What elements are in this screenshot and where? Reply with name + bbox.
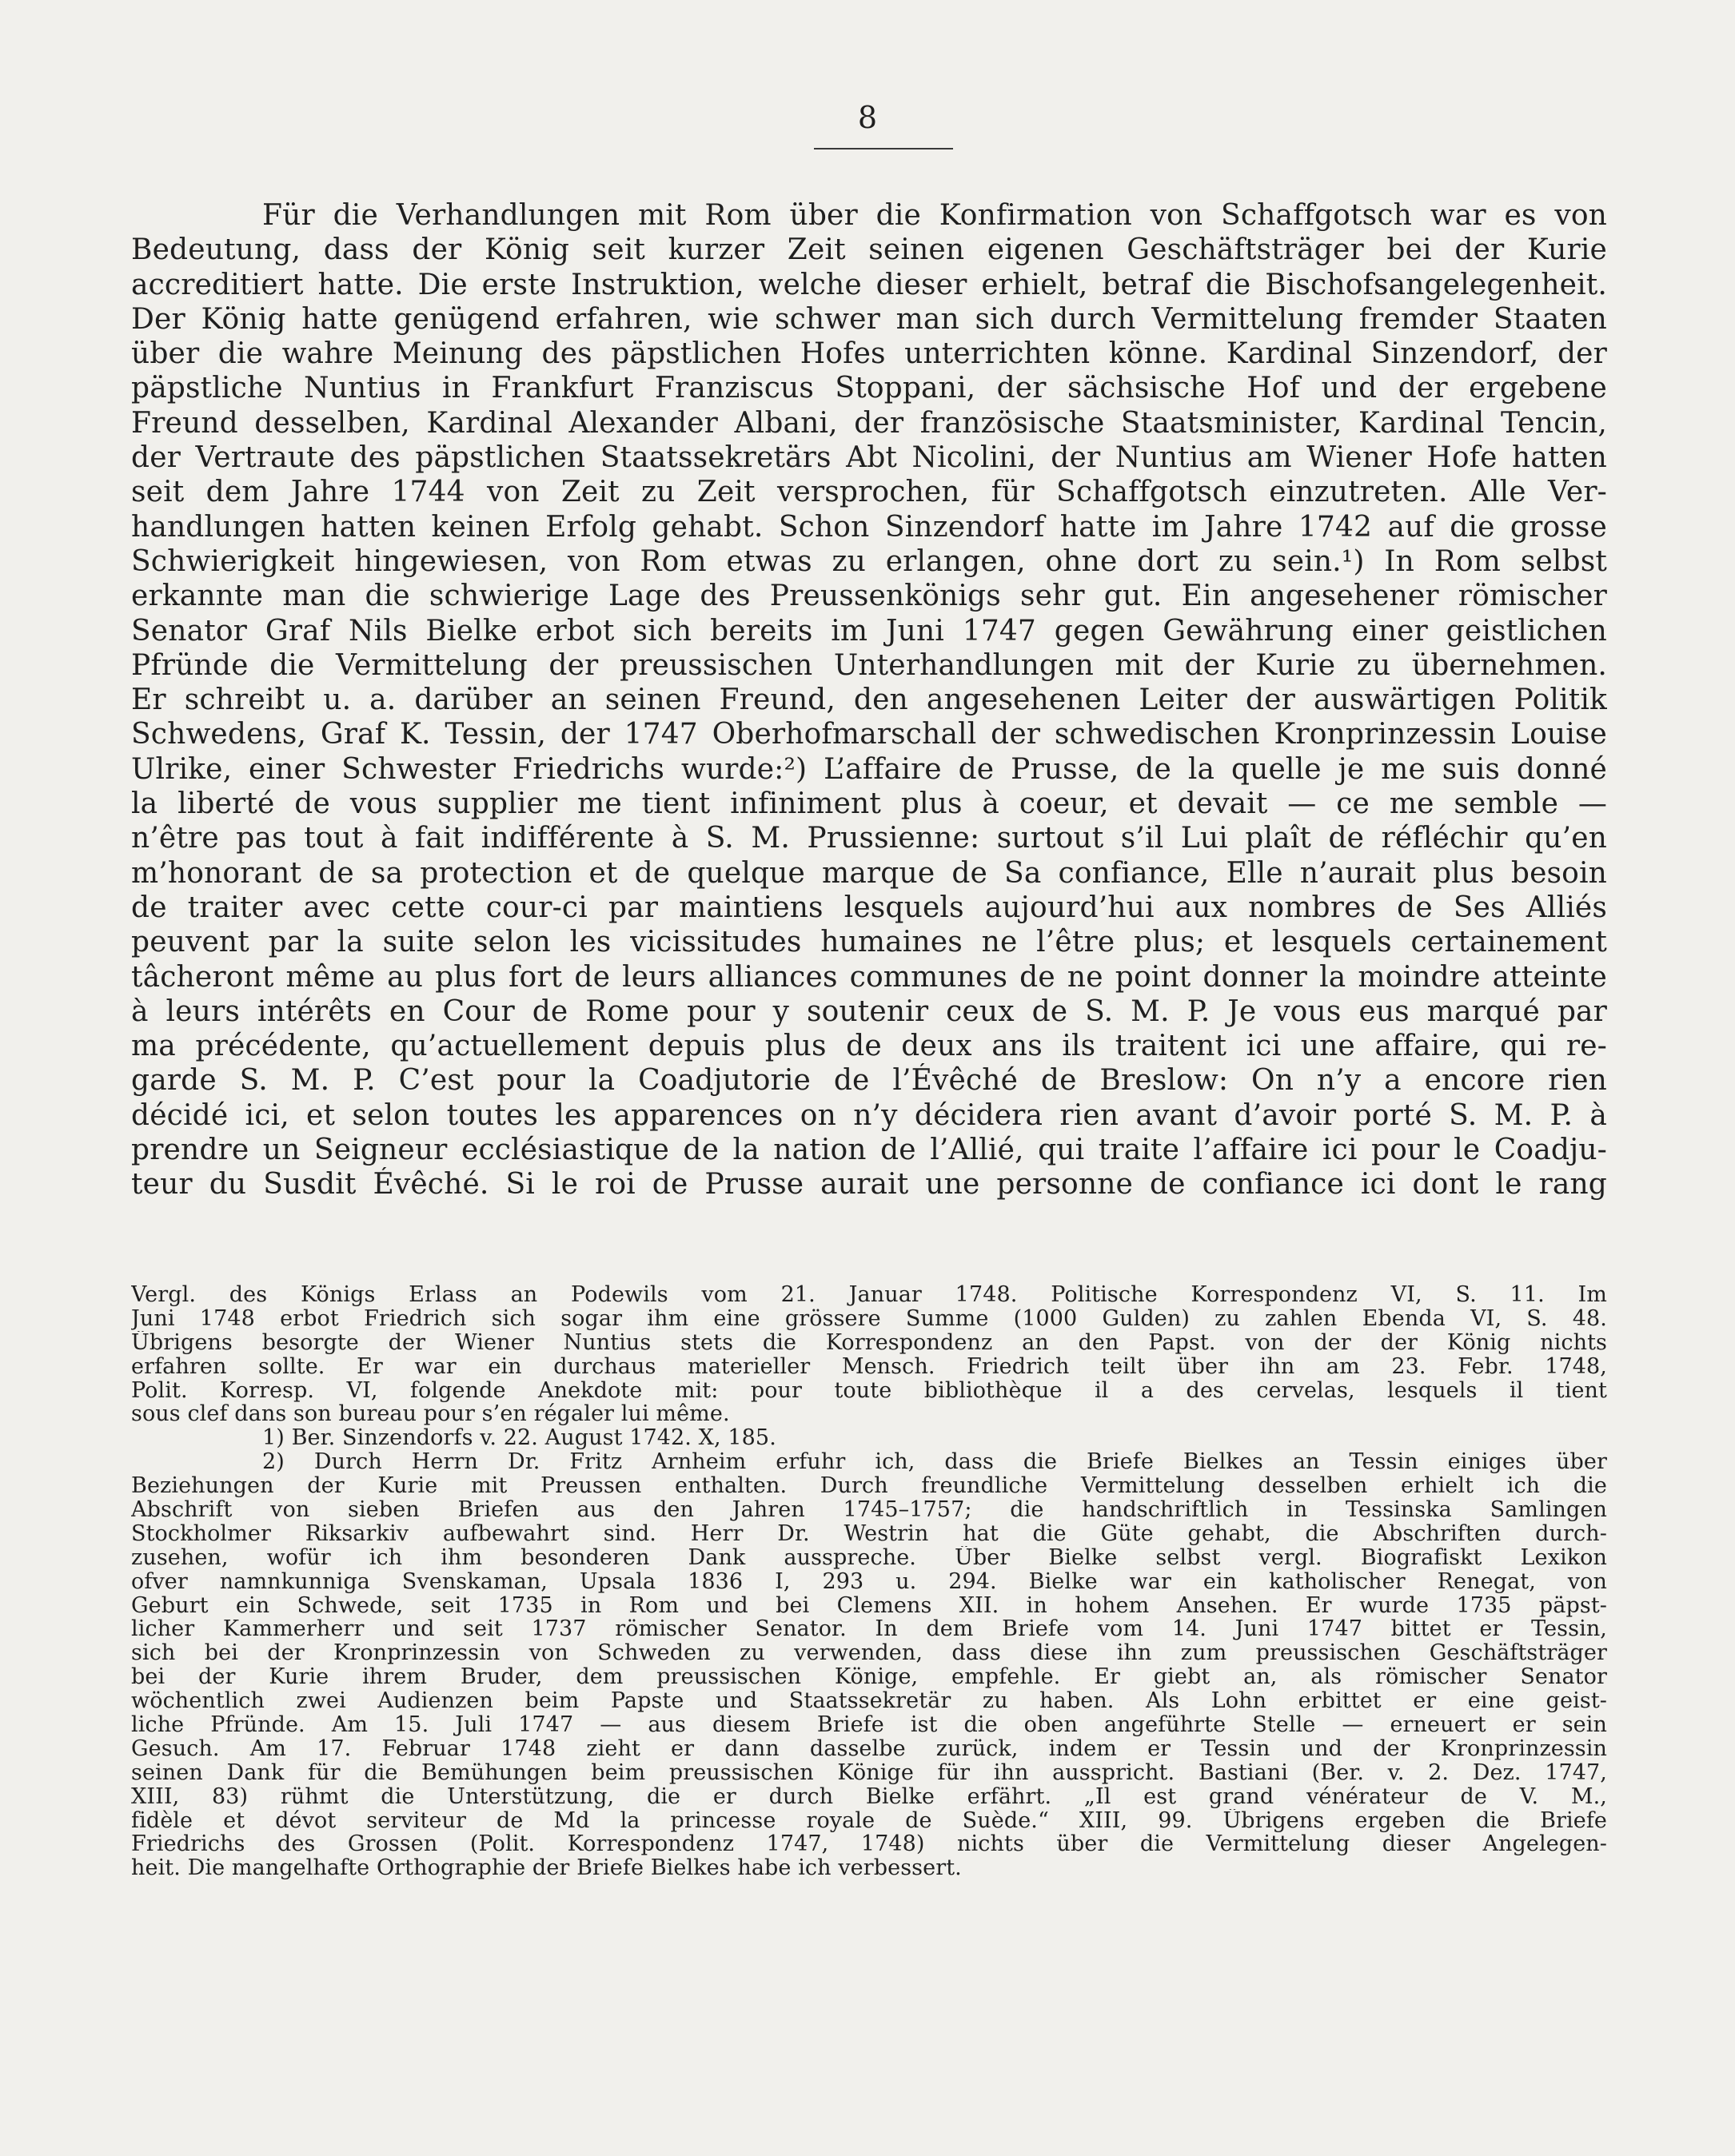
footnote-line: liche Pfründe. Am 15. Juli 1747 — aus diesem Briefe ist die oben angeführte Stelle — erneuert er sein [131, 1713, 1607, 1737]
footnote-1: 1) Ber. Sinzendorfs v. 22. August 1742. X, 185. [262, 1426, 776, 1451]
body-line: über die wahre Meinung des päpstlichen Hofes unterrichten könne. Kardinal Sinzendorf, der [131, 337, 1607, 371]
body-line: Schwierigkeit hingewiesen, von Rom etwas zu erlangen, ohne dort zu sein.¹) In Rom selbst [131, 544, 1607, 578]
footnote-line: wöchentlich zwei Audienzen beim Papste und Staatssekretär zu haben. Als Lohn erbittet er eine geist- [131, 1689, 1607, 1714]
body-line: seit dem Jahre 1744 von Zeit zu Zeit versprochen, für Schaffgotsch einzutreten. Alle Ver- [131, 476, 1607, 509]
body-line: erkannte man die schwierige Lage des Preussenkönigs sehr gut. Ein angesehener römischer [131, 580, 1607, 613]
body-line: prendre un Seigneur ecclésiastique de la nation de l’Allié, qui traite l’affaire ici pour le Coadju- [131, 1134, 1607, 1167]
footnote-line: ofver namnkunniga Svenskaman, Upsala 1836 I, 293 u. 294. Bielke war ein katholischer Renegat, von [131, 1569, 1607, 1594]
main-text [131, 198, 1607, 1202]
body-line: Der König hatte genügend erfahren, wie schwer man sich durch Vermittelung fremder Staaten [131, 302, 1607, 336]
footnote-line: sich bei der Kronprinzessin von Schweden zu verwenden, dass diese ihn zum preussischen Geschäftsträger [131, 1641, 1607, 1666]
footnote-line: heit. Die mangelhafte Orthographie der Briefe Bielkes habe ich verbessert. [131, 1856, 962, 1881]
body-line: Senator Graf Nils Bielke erbot sich bereits im Juni 1747 gegen Gewährung einer geistlichen [131, 614, 1607, 648]
footnote-line: Polit. Korresp. VI, folgende Anekdote mit: pour toute bibliothèque il a des cervelas, lesquels il tient [131, 1378, 1607, 1403]
footnote-line: Übrigens besorgte der Wiener Nuntius stets die Korrespondenz an den Papst. von der der König nichts [131, 1330, 1607, 1355]
footnote-line: licher Kammerherr und seit 1737 römischer Senator. In dem Briefe vom 14. Juni 1747 bittet er Tessin, [131, 1617, 1607, 1642]
body-line: peuvent par la suite selon les vicissitudes humaines ne l’être plus; et lesquels certainement [131, 926, 1607, 959]
footnote-line: Juni 1748 erbot Friedrich sich sogar ihm eine grössere Summe (1000 Gulden) zu zahlen Ebenda VI, S. 48. [131, 1306, 1607, 1331]
body-line: Pfründe die Vermittelung der preussischen Unterhandlungen mit der Kurie zu übernehmen. [131, 648, 1607, 682]
footnote-line: bei der Kurie ihrem Bruder, dem preussischen Könige, empfehle. Er giebt an, als römischer Senator [131, 1665, 1607, 1690]
body-line: ma précédente, qu’actuellement depuis plus de deux ans ils traitent ici une affaire, qui re- [131, 1030, 1607, 1063]
body-line: Schwedens, Graf K. Tessin, der 1747 Oberhofmarschall der schwedischen Kronprinzessin Louise [131, 718, 1607, 751]
footnote-line: zusehen, wofür ich ihm besonderen Dank ausspreche. Über Bielke selbst vergl. Biografiskt Lexikon [131, 1545, 1607, 1570]
body-line: la liberté de vous supplier me tient infiniment plus à coeur, et devait — ce me semble — [131, 787, 1607, 821]
footnote-line: erfahren sollte. Er war ein durchaus materieller Mensch. Friedrich teilt über ihn am 23. Febr. 1748, [131, 1354, 1607, 1379]
body-line: à leurs intérêts en Cour de Rome pour y soutenir ceux de S. M. P. Je vous eus marqué par [131, 994, 1607, 1028]
body-line: de traiter avec cette cour-ci par maintiens lesquels aujourd’hui aux nombres de Ses Alliés [131, 891, 1607, 924]
footnote-line: sous clef dans son bureau pour s’en régaler lui même. [131, 1402, 730, 1427]
footnote-line: Gesuch. Am 17. Februar 1748 zieht er dann dasselbe zurück, indem er Tessin und der Kronprinzessin [131, 1736, 1607, 1761]
footnote-2: 2) Durch Herrn Dr. Fritz Arnheim erfuhr ich, dass die Briefe Bielkes an Tessin einiges über [262, 1450, 1607, 1475]
body-line: n’être pas tout à fait indifférente à S. M. Prussienne: surtout s’il Lui plaît de réfléchir qu’en [131, 822, 1607, 855]
footnote-line: Stockholmer Riksarkiv aufbewahrt sind. Herr Dr. Westrin hat die Güte gehabt, die Abschriften durch- [131, 1521, 1607, 1546]
body-line: teur du Susdit Évêché. Si le roi de Prusse aurait une personne de confiance ici dont le rang [131, 1168, 1607, 1202]
footnote-line: Vergl. des Königs Erlass an Podewils vom 21. Januar 1748. Politische Korrespondenz VI, S. 11. Im [131, 1283, 1607, 1307]
body-line: garde S. M. P. C’est pour la Coadjutorie de l’Évêché de Breslow: On n’y a encore rien [131, 1064, 1607, 1098]
body-line: handlungen hatten keinen Erfolg gehabt. Schon Sinzendorf hatte im Jahre 1742 auf die grosse [131, 510, 1607, 544]
body-line: décidé ici, et selon toutes les apparences on n’y décidera rien avant d’avoir porté S. M. P. à [131, 1098, 1607, 1132]
body-line: tâcheront même au plus fort de leurs alliances communes de ne point donner la moindre atteinte [131, 960, 1607, 994]
footnote-line: XIII, 83) rühmt die Unterstützung, die er durch Bielke erfährt. „Il est grand vénérateur de V. M., [131, 1784, 1607, 1809]
body-line: accreditiert hatte. Die erste Instruktion, welche dieser erhielt, betraf die Bischofsangelegenheit. [131, 268, 1607, 301]
body-line: Freund desselben, Kardinal Alexander Albani, der französische Staatsminister, Kardinal Tencin, [131, 406, 1607, 440]
body-line: Er schreibt u. a. darüber an seinen Freund, den angesehenen Leiter der auswärtigen Politik [131, 683, 1607, 717]
body-line: m’honorant de sa protection et de quelque marque de Sa confiance, Elle n’aurait plus besoin [131, 856, 1607, 890]
footnote-line: seinen Dank für die Bemühungen beim preussischen Könige für ihn ausspricht. Bastiani (Ber. v. 2. Dez. 1747, [131, 1760, 1607, 1785]
body-line: Ulrike, einer Schwester Friedrichs wurde:²) L’affaire de Prusse, de la quelle je me suis donné [131, 752, 1607, 786]
body-line: Für die Verhandlungen mit Rom über die Konfirmation von Schaffgotsch war es von [262, 199, 1607, 232]
footnote-line: Friedrichs des Grossen (Polit. Korrespondenz 1747, 1748) nichts über die Vermittelung dieser Angelegen- [131, 1832, 1607, 1857]
footnote-line: Geburt ein Schwede, seit 1735 in Rom und bei Clemens XII. in hohem Ansehen. Er wurde 1735 päpst- [131, 1593, 1607, 1618]
body-line: päpstliche Nuntius in Frankfurt Franziscus Stoppani, der sächsische Hof und der ergebene [131, 372, 1607, 405]
footnotes [131, 1283, 1607, 1880]
body-line: Bedeutung, dass der König seit kurzer Zeit seinen eigenen Geschäftsträger bei der Kurie [131, 233, 1607, 267]
footnote-line: Abschrift von sieben Briefen aus den Jahren 1745–1757; die handschriftlich in Tessinska Samlingen [131, 1498, 1607, 1522]
body-line: der Vertraute des päpstlichen Staatssekretärs Abt Nicolini, der Nuntius am Wiener Hofe hatten [131, 441, 1607, 475]
page-number: 8 [857, 100, 878, 135]
page-number-rule [814, 148, 953, 149]
footnote-line: Beziehungen der Kurie mit Preussen enthalten. Durch freundliche Vermittelung desselben erhielt ich die [131, 1474, 1607, 1499]
footnote-line: fidèle et dévot serviteur de Md la princesse royale de Suède.“ XIII, 99. Übrigens ergeben die Briefe [131, 1808, 1607, 1833]
